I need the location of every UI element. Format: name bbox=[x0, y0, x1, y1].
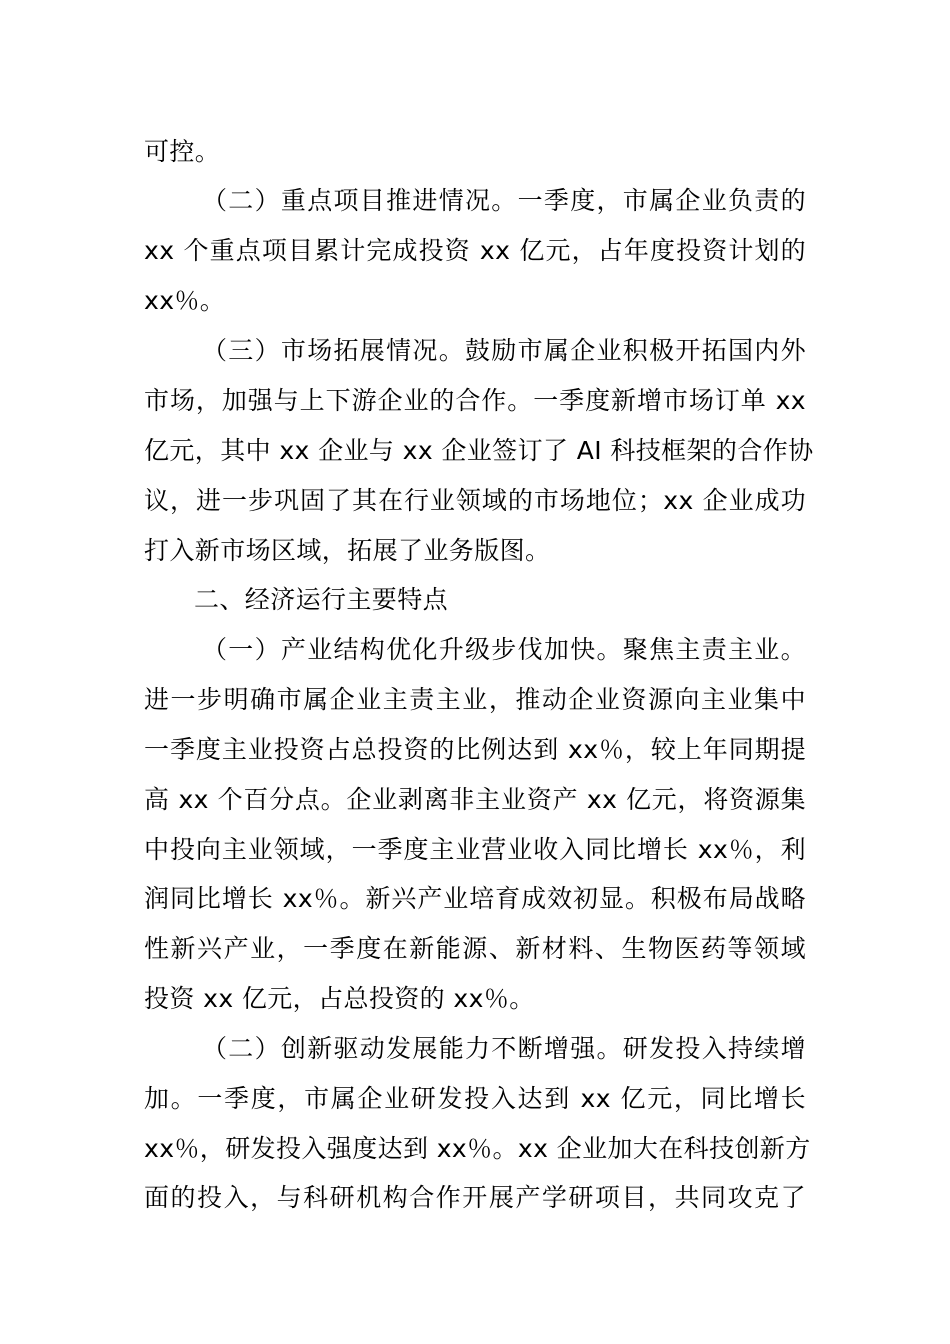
text-line: （三）市场拓展情况。鼓励市属企业积极开拓国内外 bbox=[202, 336, 806, 365]
text-line: 投资 xx 亿元，占总投资的 xx％。 bbox=[144, 984, 535, 1013]
text-line: （二）创新驱动发展能力不断增强。研发投入持续增 bbox=[202, 1034, 806, 1063]
text-line: 亿元，其中 xx 企业与 xx 企业签订了 AI 科技框架的合作协 bbox=[144, 436, 814, 465]
text-line: （二）重点项目推进情况。一季度，市属企业负责的 bbox=[202, 186, 806, 215]
text-line: 市场，加强与上下游企业的合作。一季度新增市场订单 xx bbox=[144, 386, 806, 415]
text-line: xx％，研发投入强度达到 xx％。xx 企业加大在科技创新方 bbox=[144, 1134, 811, 1163]
text-line: 打入新市场区域，拓展了业务版图。 bbox=[144, 536, 551, 565]
text-line: 议，进一步巩固了其在行业领域的市场地位；xx 企业成功 bbox=[144, 486, 806, 515]
text-line: 面的投入，与科研机构合作开展产学研项目，共同攻克了 bbox=[144, 1183, 806, 1212]
text-line: 一季度主业投资占总投资的比例达到 xx％，较上年同期提 bbox=[144, 735, 806, 764]
text-line: 进一步明确市属企业主责主业，推动企业资源向主业集中 bbox=[144, 685, 806, 714]
text-line: xx 个重点项目累计完成投资 xx 亿元，占年度投资计划的 bbox=[144, 236, 806, 265]
text-line: 润同比增长 xx％。新兴产业培育成效初显。积极布局战略 bbox=[144, 884, 806, 913]
text-line: （一）产业结构优化升级步伐加快。聚焦主责主业。 bbox=[202, 635, 806, 664]
text-line: 可控。 bbox=[144, 137, 221, 166]
text-line: 加。一季度，市属企业研发投入达到 xx 亿元，同比增长 bbox=[144, 1084, 806, 1113]
text-line: xx％。 bbox=[144, 286, 226, 315]
text-line: 高 xx 个百分点。企业剥离非主业资产 xx 亿元，将资源集 bbox=[144, 785, 806, 814]
text-line: 性新兴产业，一季度在新能源、新材料、生物医药等领域 bbox=[144, 934, 806, 963]
section-heading: 二、经济运行主要特点 bbox=[194, 585, 449, 614]
text-line: 中投向主业领域，一季度主业营业收入同比增长 xx％，利 bbox=[144, 835, 806, 864]
